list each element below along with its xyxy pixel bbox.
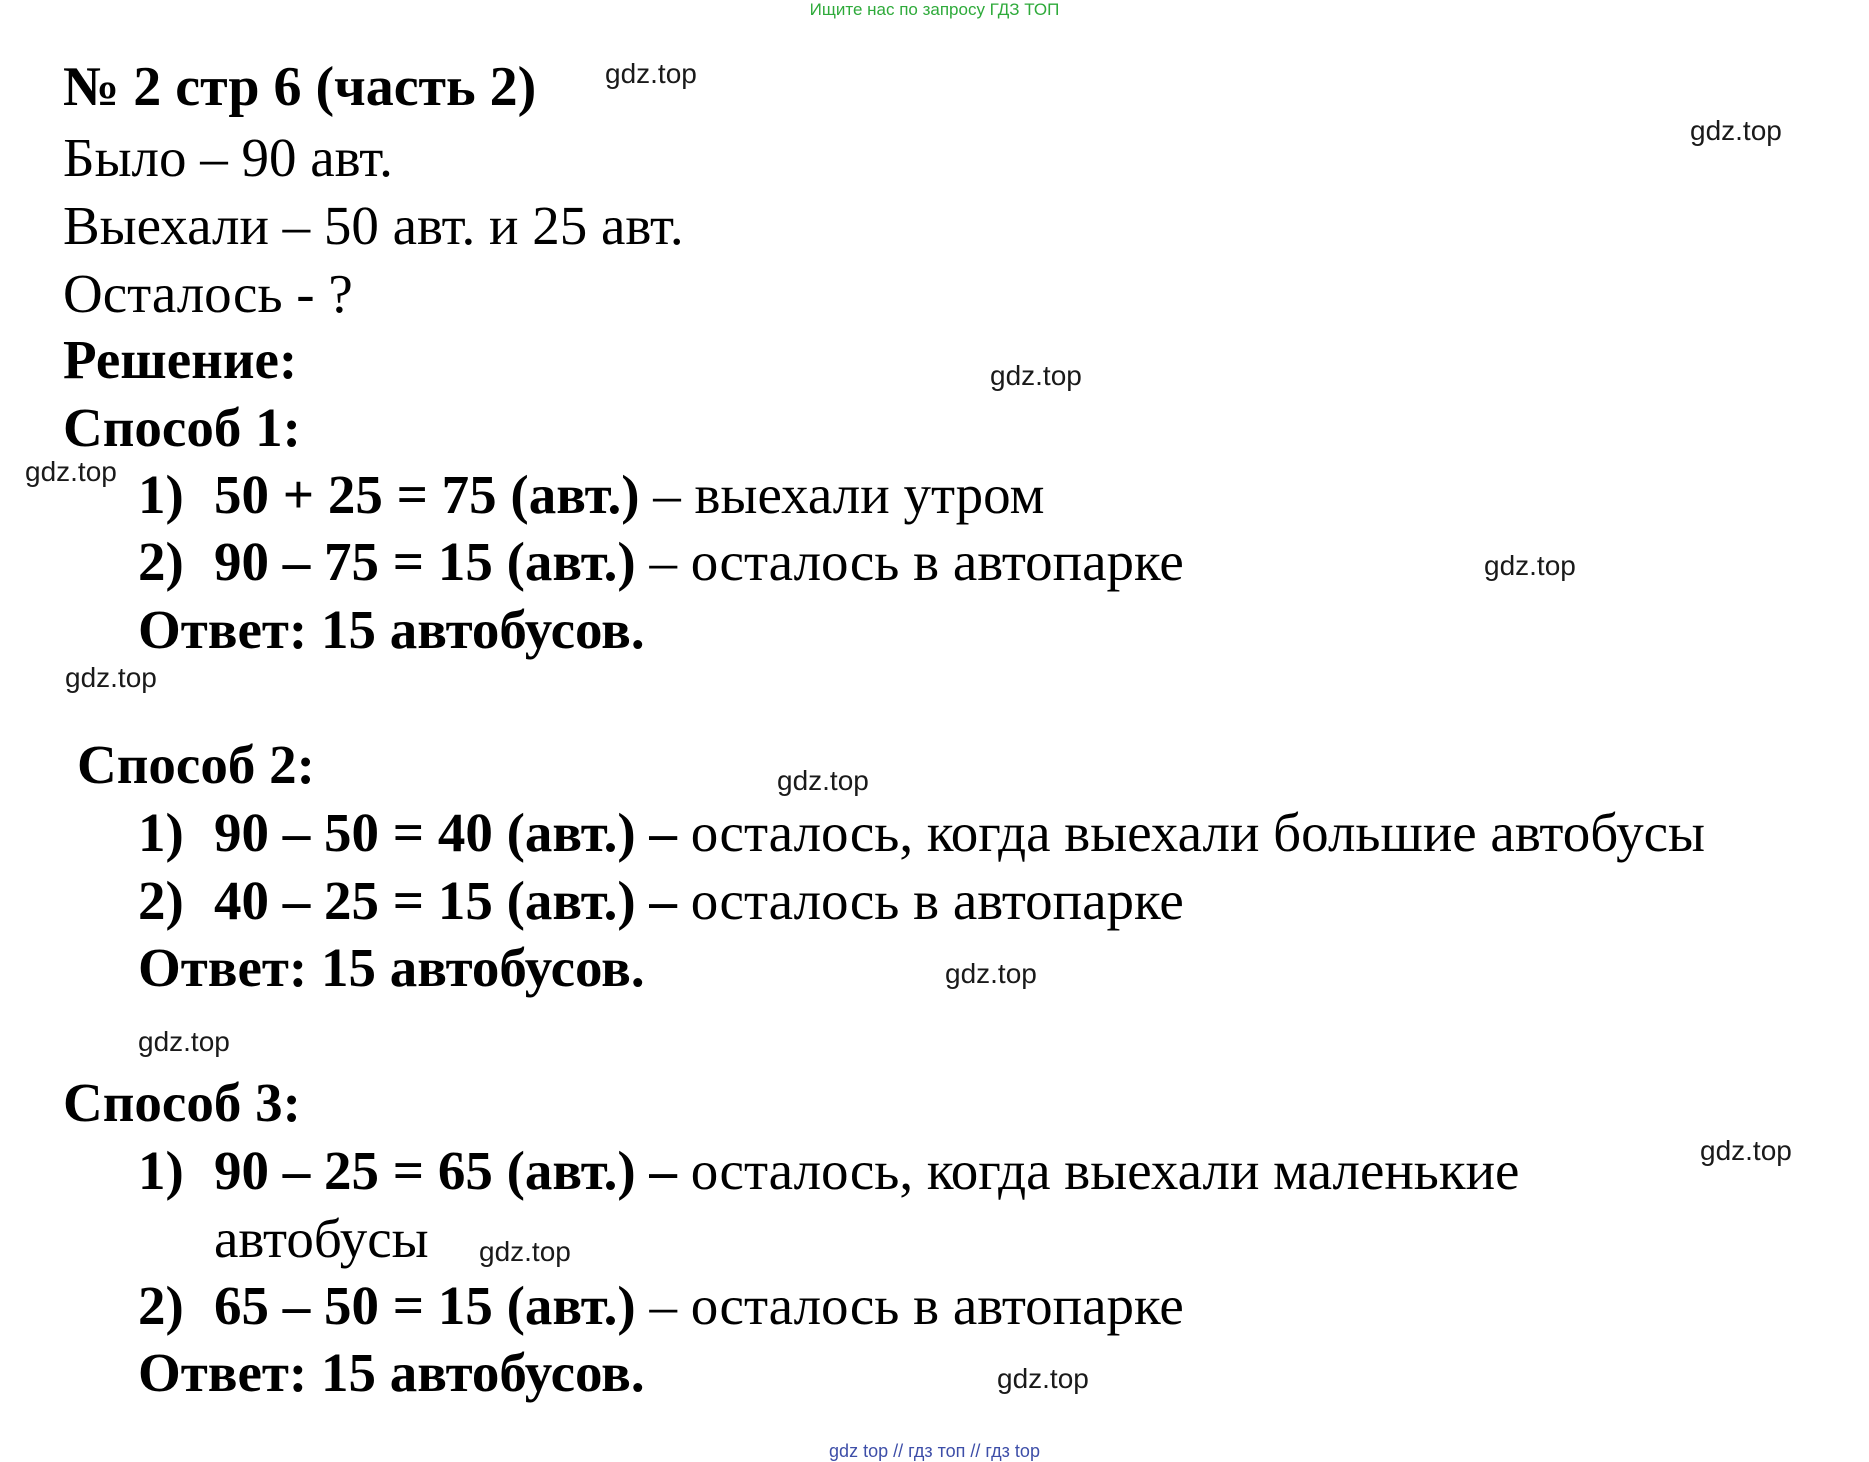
method2-step1 [138,801,1705,864]
step-number: 2) [138,870,184,931]
method1-heading: Способ 1: [63,397,301,458]
method1-answer: Ответ: 15 автобусов. [138,599,645,660]
watermark: gdz.top [25,456,117,487]
watermark: gdz.top [65,662,157,693]
step-expression: 65 – 50 = 15 (авт.) [214,1275,636,1336]
step-number: 1) [138,1140,184,1201]
method3-step1 [138,1139,1519,1202]
footer-links[interactable]: gdz top // гдз топ // гдз top [829,1441,1040,1461]
step-expression: 90 – 50 = 40 (авт.) – [214,802,677,863]
method3-step1-continuation: автобусы [214,1208,429,1269]
given-line-question: Осталось - ? [63,263,353,324]
step-text: – осталось в автопарке [635,531,1184,592]
method2-answer: Ответ: 15 автобусов. [138,937,645,998]
step-text: осталось, когда выехали маленькие [676,1140,1520,1201]
method3-answer: Ответ: 15 автобусов. [138,1342,645,1403]
watermark: gdz.top [1690,115,1782,146]
page-title: № 2 стр 6 (часть 2) [63,56,537,118]
watermark: gdz.top [777,765,869,796]
watermark: gdz.top [990,360,1082,391]
watermark: gdz.top [138,1026,230,1057]
method1-step1 [138,463,1044,526]
method2-heading: Способ 2: [77,734,315,795]
step-expression: 50 + 25 = 75 (авт.) [214,464,640,525]
watermark: gdz.top [1700,1135,1792,1166]
watermark: gdz.top [1484,550,1576,581]
top-banner[interactable]: Ищите нас по запросу ГДЗ ТОП [809,0,1060,19]
given-line-left: Выехали – 50 авт. и 25 авт. [63,195,684,256]
method3-heading: Способ 3: [63,1072,301,1133]
method2-step2 [138,869,1184,932]
method1-step2 [138,530,1184,593]
step-number: 2) [138,1275,184,1336]
step-number: 1) [138,802,184,863]
step-text: – выехали утром [639,464,1045,525]
watermark: gdz.top [945,958,1037,989]
step-text: – осталось в автопарке [635,1275,1184,1336]
step-number: 2) [138,531,184,592]
watermark: gdz.top [605,58,697,89]
step-text: осталось в автопарке [676,870,1184,931]
method3-step2 [138,1274,1184,1337]
watermark: gdz.top [479,1236,571,1267]
step-expression: 90 – 25 = 65 (авт.) – [214,1140,677,1201]
step-text: осталось, когда выехали большие автобусы [676,802,1705,863]
step-expression: 90 – 75 = 15 (авт.) [214,531,636,592]
watermark: gdz.top [997,1363,1089,1394]
step-number: 1) [138,464,184,525]
given-line-total: Было – 90 авт. [63,127,393,188]
step-expression: 40 – 25 = 15 (авт.) – [214,870,677,931]
solution-heading: Решение: [63,329,298,390]
